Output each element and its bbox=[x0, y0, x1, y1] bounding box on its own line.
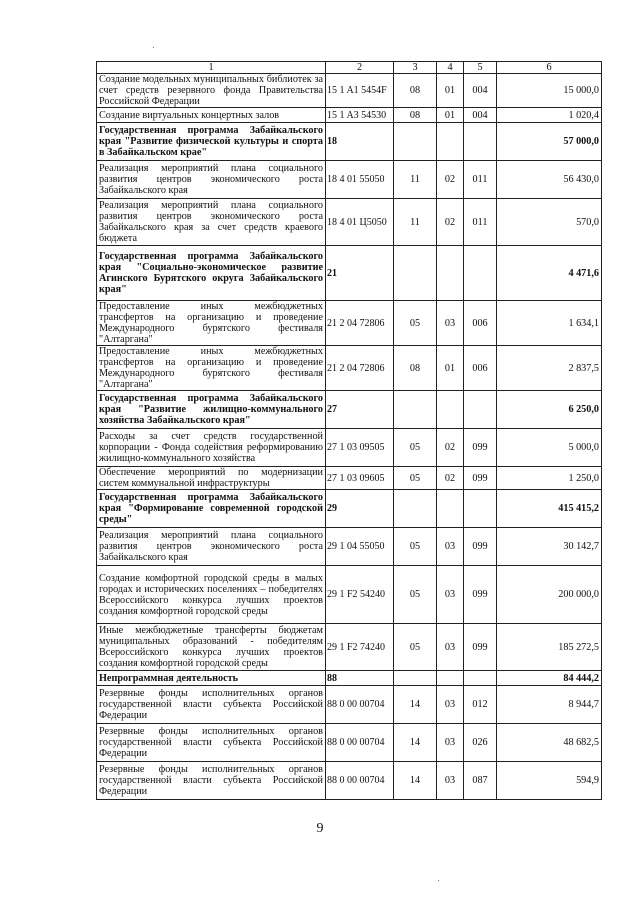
program-row bbox=[97, 391, 602, 429]
program-row bbox=[97, 246, 602, 301]
row-section bbox=[394, 246, 437, 301]
row-amount: 30 142,7 bbox=[497, 528, 602, 566]
row-name: Реализация мероприятий плана социального развития центров экономического роста Забайкальского края за счет средств краевого бюджета bbox=[97, 199, 326, 246]
row-expense-type bbox=[464, 671, 497, 686]
row-code: 27 1 03 09505 bbox=[326, 429, 394, 467]
row-code: 27 bbox=[326, 391, 394, 429]
row-subsection: 03 bbox=[437, 528, 464, 566]
row-amount: 4 471,6 bbox=[497, 246, 602, 301]
row-section: 14 bbox=[394, 762, 437, 800]
table-row bbox=[97, 566, 602, 624]
row-amount: 15 000,0 bbox=[497, 74, 602, 108]
row-expense-type bbox=[464, 246, 497, 301]
row-subsection: 03 bbox=[437, 724, 464, 762]
budget-table bbox=[96, 61, 602, 800]
row-name: Обеспечение мероприятий по модернизации систем коммунальной инфраструктуры bbox=[97, 467, 326, 490]
row-section: 08 bbox=[394, 108, 437, 123]
table-row bbox=[97, 199, 602, 246]
table-header-row bbox=[97, 62, 602, 74]
row-expense-type: 087 bbox=[464, 762, 497, 800]
row-amount: 1 020,4 bbox=[497, 108, 602, 123]
row-expense-type: 026 bbox=[464, 724, 497, 762]
row-expense-type: 006 bbox=[464, 346, 497, 391]
row-expense-type: 099 bbox=[464, 467, 497, 490]
page-number: 9 bbox=[316, 821, 324, 836]
row-subsection bbox=[437, 391, 464, 429]
row-subsection bbox=[437, 123, 464, 161]
table-row bbox=[97, 686, 602, 724]
row-section bbox=[394, 671, 437, 686]
row-amount: 200 000,0 bbox=[497, 566, 602, 624]
table-row bbox=[97, 108, 602, 123]
row-amount: 56 430,0 bbox=[497, 161, 602, 199]
row-section: 08 bbox=[394, 346, 437, 391]
row-name: Создание виртуальных концертных залов bbox=[97, 108, 326, 123]
row-expense-type: 099 bbox=[464, 566, 497, 624]
row-section: 05 bbox=[394, 429, 437, 467]
header-cell: 4 bbox=[437, 62, 464, 74]
row-subsection: 02 bbox=[437, 429, 464, 467]
table-row bbox=[97, 528, 602, 566]
row-name: Государственная программа Забайкальского края "Формирование современной городской среды" bbox=[97, 490, 326, 528]
scan-speck bbox=[153, 47, 154, 48]
row-code: 88 0 00 00704 bbox=[326, 686, 394, 724]
row-name: Иные межбюджетные трансферты бюджетам муниципальных образований - победителям Всероссийского конкурса лучших проектов создания комфортной городской среды bbox=[97, 624, 326, 671]
row-code: 27 1 03 09605 bbox=[326, 467, 394, 490]
row-name: Государственная программа Забайкальского края "Развитие жилищно-коммунального хозяйства Забайкальского края" bbox=[97, 391, 326, 429]
table-row bbox=[97, 624, 602, 671]
row-amount: 84 444,2 bbox=[497, 671, 602, 686]
table-row bbox=[97, 161, 602, 199]
row-name: Предоставление иных межбюджетных трансфертов на организацию и проведение Международного бурятского фестиваля "Алтаргана" bbox=[97, 301, 326, 346]
row-subsection: 03 bbox=[437, 762, 464, 800]
row-code: 88 0 00 00704 bbox=[326, 762, 394, 800]
row-section: 05 bbox=[394, 624, 437, 671]
row-name: Расходы за счет средств государственной корпорации - Фонда содействия реформированию жилищно-коммунального хозяйства bbox=[97, 429, 326, 467]
program-row bbox=[97, 671, 602, 686]
row-amount: 48 682,5 bbox=[497, 724, 602, 762]
row-section: 14 bbox=[394, 724, 437, 762]
row-subsection: 03 bbox=[437, 686, 464, 724]
row-name: Создание модельных муниципальных библиотек за счет средств резервного фонда Правительства Российской Федерации bbox=[97, 74, 326, 108]
header-cell: 6 bbox=[497, 62, 602, 74]
row-code: 88 0 00 00704 bbox=[326, 724, 394, 762]
row-code: 21 2 04 72806 bbox=[326, 346, 394, 391]
row-section bbox=[394, 123, 437, 161]
row-section: 05 bbox=[394, 467, 437, 490]
row-code: 29 bbox=[326, 490, 394, 528]
row-name: Государственная программа Забайкальского края "Социально-экономическое развитие Агинского Бурятского округа Забайкальского края" bbox=[97, 246, 326, 301]
row-code: 29 1 04 55050 bbox=[326, 528, 394, 566]
row-name: Реализация мероприятий плана социального развития центров экономического роста Забайкальского края bbox=[97, 528, 326, 566]
row-amount: 1 634,1 bbox=[497, 301, 602, 346]
row-expense-type: 011 bbox=[464, 199, 497, 246]
row-code: 21 2 04 72806 bbox=[326, 301, 394, 346]
row-section: 05 bbox=[394, 566, 437, 624]
header-cell: 3 bbox=[394, 62, 437, 74]
row-code: 18 bbox=[326, 123, 394, 161]
row-section: 11 bbox=[394, 199, 437, 246]
row-section: 05 bbox=[394, 301, 437, 346]
row-name: Реализация мероприятий плана социального развития центров экономического роста Забайкальского края bbox=[97, 161, 326, 199]
table-row bbox=[97, 724, 602, 762]
header-cell: 1 bbox=[97, 62, 326, 74]
row-subsection: 01 bbox=[437, 74, 464, 108]
row-section: 05 bbox=[394, 528, 437, 566]
table-row bbox=[97, 762, 602, 800]
row-amount: 8 944,7 bbox=[497, 686, 602, 724]
row-code: 18 4 01 55050 bbox=[326, 161, 394, 199]
row-expense-type: 004 bbox=[464, 108, 497, 123]
row-section: 11 bbox=[394, 161, 437, 199]
header-cell: 2 bbox=[326, 62, 394, 74]
row-amount: 2 837,5 bbox=[497, 346, 602, 391]
row-code: 88 bbox=[326, 671, 394, 686]
row-section: 14 bbox=[394, 686, 437, 724]
row-expense-type bbox=[464, 123, 497, 161]
row-expense-type: 012 bbox=[464, 686, 497, 724]
row-code: 15 1 A1 5454F bbox=[326, 74, 394, 108]
row-subsection bbox=[437, 671, 464, 686]
row-name: Резервные фонды исполнительных органов государственной власти субъекта Российской Федерации bbox=[97, 686, 326, 724]
row-amount: 5 000,0 bbox=[497, 429, 602, 467]
table-row bbox=[97, 346, 602, 391]
table-row bbox=[97, 74, 602, 108]
row-name: Непрограммная деятельность bbox=[97, 671, 326, 686]
row-expense-type: 011 bbox=[464, 161, 497, 199]
row-amount: 570,0 bbox=[497, 199, 602, 246]
row-amount: 594,9 bbox=[497, 762, 602, 800]
row-subsection bbox=[437, 246, 464, 301]
row-expense-type: 006 bbox=[464, 301, 497, 346]
row-name: Государственная программа Забайкальского края "Развитие физической культуры и спорта в Забайкальском крае" bbox=[97, 123, 326, 161]
header-cell: 5 bbox=[464, 62, 497, 74]
program-row bbox=[97, 123, 602, 161]
row-expense-type: 099 bbox=[464, 528, 497, 566]
row-name: Предоставление иных межбюджетных трансфертов на организацию и проведение Международного бурятского фестиваля "Алтаргана" bbox=[97, 346, 326, 391]
row-amount: 57 000,0 bbox=[497, 123, 602, 161]
table-row bbox=[97, 429, 602, 467]
row-name: Создание комфортной городской среды в малых городах и исторических поселениях – победителях Всероссийского конкурса лучших проектов создания комфортной городской среды bbox=[97, 566, 326, 624]
row-name: Резервные фонды исполнительных органов государственной власти субъекта Российской Федерации bbox=[97, 724, 326, 762]
program-row bbox=[97, 490, 602, 528]
row-subsection: 02 bbox=[437, 467, 464, 490]
row-expense-type: 099 bbox=[464, 624, 497, 671]
row-subsection: 02 bbox=[437, 199, 464, 246]
row-subsection: 01 bbox=[437, 346, 464, 391]
row-subsection: 01 bbox=[437, 108, 464, 123]
row-amount: 415 415,2 bbox=[497, 490, 602, 528]
row-code: 18 4 01 Ц5050 bbox=[326, 199, 394, 246]
scan-speck bbox=[438, 880, 439, 881]
row-expense-type bbox=[464, 490, 497, 528]
table-row bbox=[97, 467, 602, 490]
row-code: 21 bbox=[326, 246, 394, 301]
row-expense-type: 004 bbox=[464, 74, 497, 108]
row-section: 08 bbox=[394, 74, 437, 108]
row-expense-type bbox=[464, 391, 497, 429]
row-code: 29 1 F2 54240 bbox=[326, 566, 394, 624]
row-amount: 185 272,5 bbox=[497, 624, 602, 671]
row-code: 15 1 A3 54530 bbox=[326, 108, 394, 123]
row-section bbox=[394, 391, 437, 429]
row-subsection: 03 bbox=[437, 301, 464, 346]
row-name: Резервные фонды исполнительных органов государственной власти субъекта Российской Федерации bbox=[97, 762, 326, 800]
row-amount: 1 250,0 bbox=[497, 467, 602, 490]
row-subsection: 03 bbox=[437, 566, 464, 624]
row-amount: 6 250,0 bbox=[497, 391, 602, 429]
row-expense-type: 099 bbox=[464, 429, 497, 467]
row-subsection: 02 bbox=[437, 161, 464, 199]
row-subsection: 03 bbox=[437, 624, 464, 671]
table-row bbox=[97, 301, 602, 346]
row-subsection bbox=[437, 490, 464, 528]
row-code: 29 1 F2 74240 bbox=[326, 624, 394, 671]
row-section bbox=[394, 490, 437, 528]
